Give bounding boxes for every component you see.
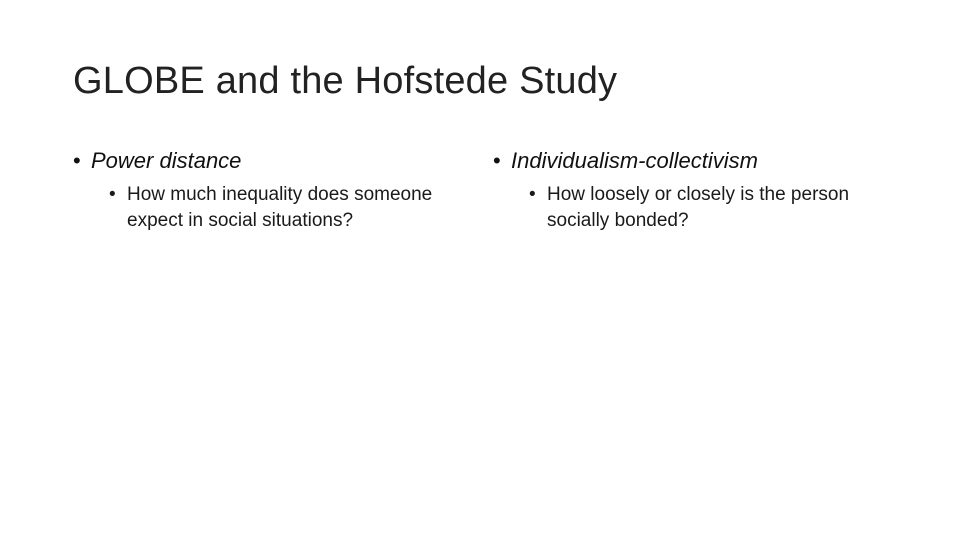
sub-bullet-dot: • — [109, 184, 116, 205]
bullet-power-distance — [73, 146, 433, 176]
right-column — [493, 146, 873, 234]
bullet-dot: • — [73, 148, 81, 173]
bullet-heading: Individualism-collectivism — [511, 148, 758, 173]
sub-bullet-individualism-collectivism — [529, 182, 873, 234]
sub-bullet-power-distance — [109, 182, 433, 234]
bullet-dot: • — [493, 148, 501, 173]
sub-bullet-dot: • — [529, 184, 536, 205]
bullet-heading: Power distance — [91, 148, 242, 173]
sub-bullet-text: How loosely or closely is the person socially bonded? — [547, 184, 850, 231]
slide-title: GLOBE and the Hofstede Study — [73, 60, 618, 102]
bullet-individualism-collectivism — [493, 146, 873, 176]
left-column — [73, 146, 433, 234]
sub-bullet-text: How much inequality does someone expect in social situations? — [127, 184, 433, 231]
